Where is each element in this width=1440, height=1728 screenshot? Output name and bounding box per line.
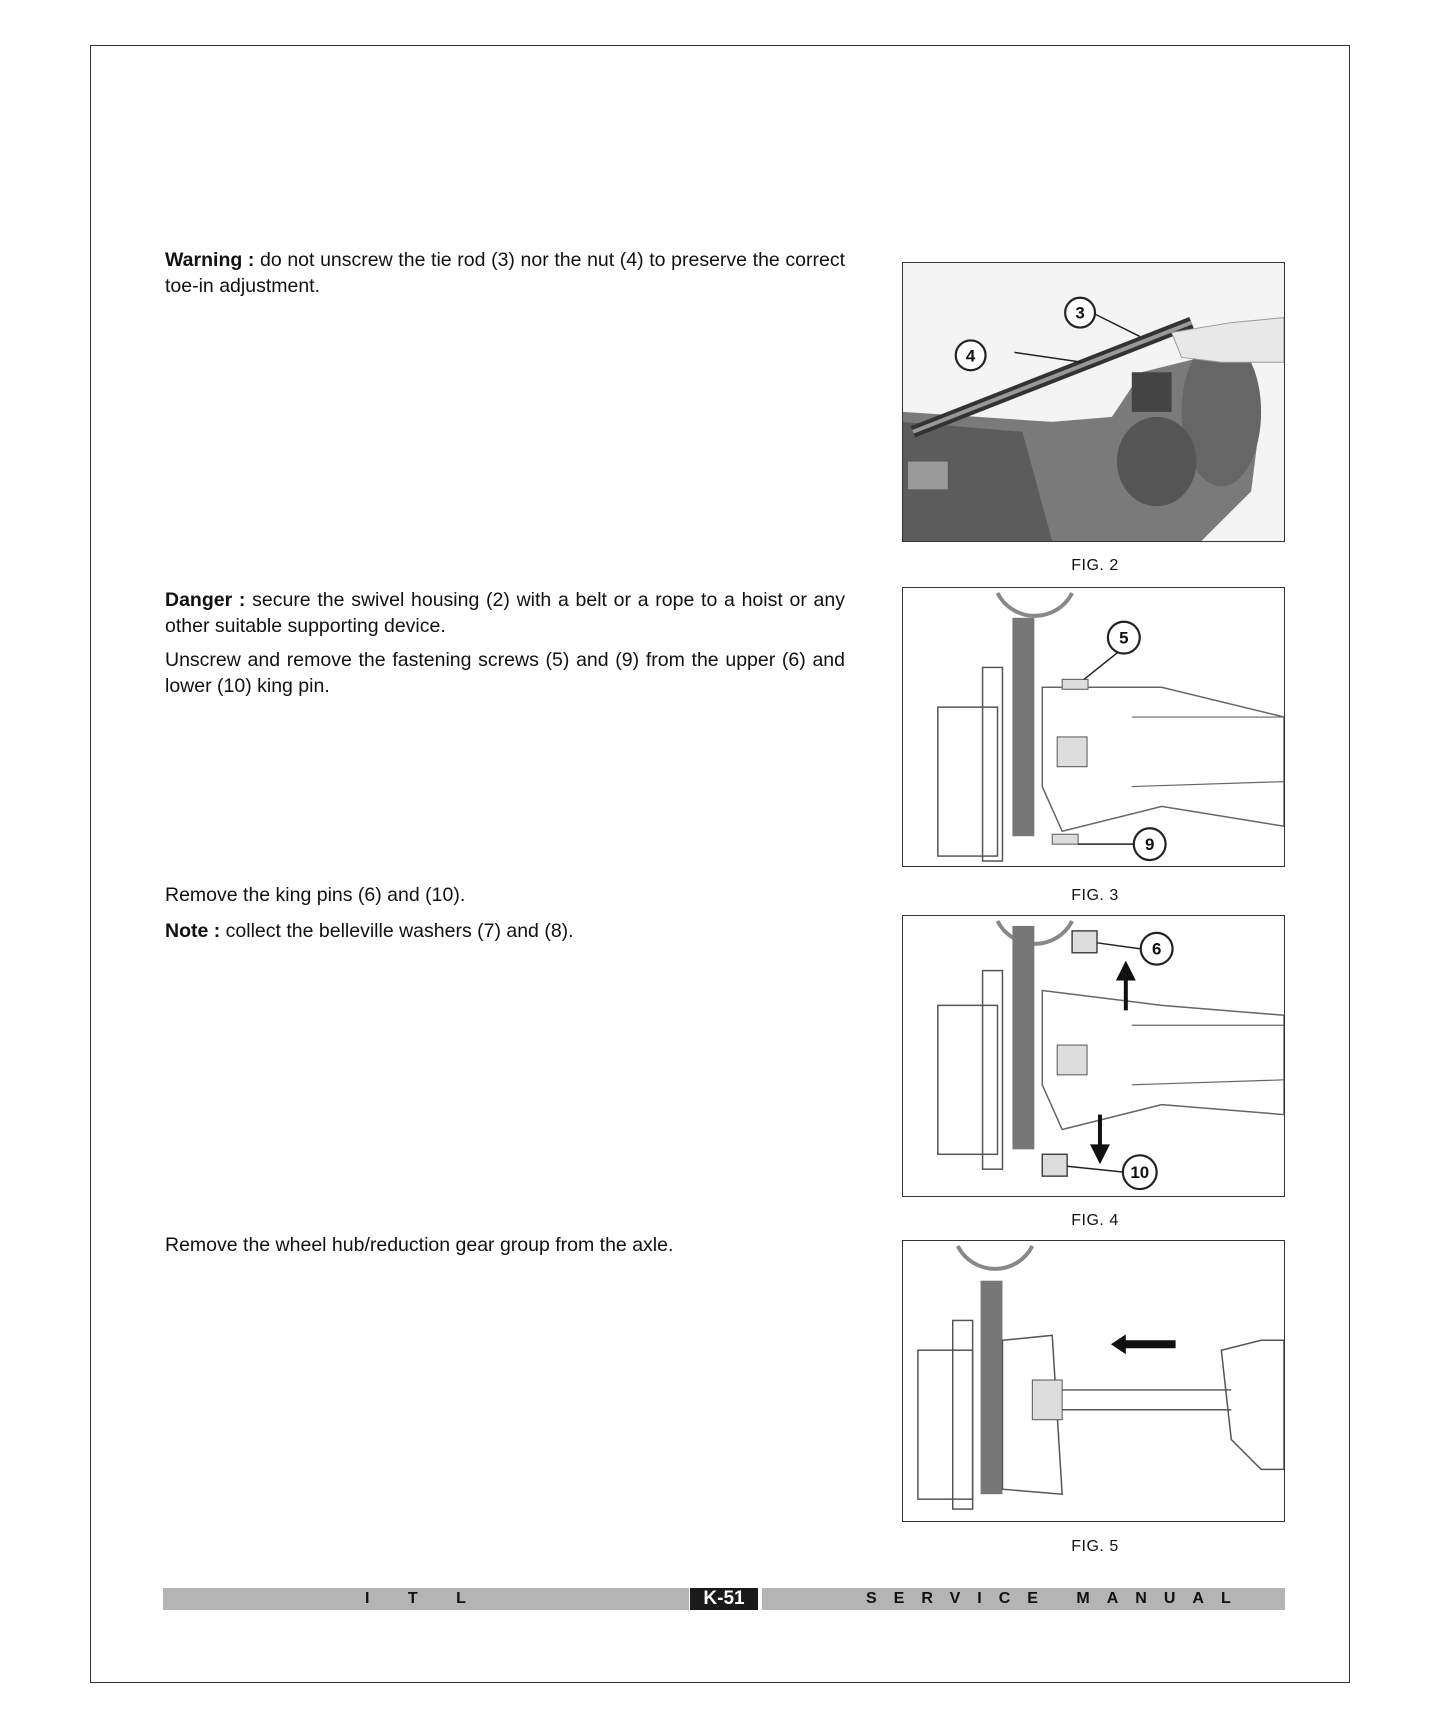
figure-4-image (902, 915, 1285, 1197)
note-text: collect the belleville washers (7) and (8). (220, 920, 574, 942)
callout-3 (1065, 298, 1095, 328)
danger-label: Danger : (165, 589, 246, 611)
remove-hub-paragraph: Remove the wheel hub/reduction gear group from the axle. (165, 1234, 674, 1256)
callout-4 (956, 340, 986, 370)
svg-text:3: 3 (1075, 303, 1085, 323)
figure-2-caption: FIG. 2 (1071, 557, 1119, 574)
figure-5-caption: FIG. 5 (1071, 1538, 1119, 1555)
callout-6 (1141, 933, 1173, 965)
svg-text:6: 6 (1151, 939, 1162, 959)
callout-10 (1123, 1155, 1157, 1189)
danger-text: secure the swivel housing (2) with a belt or a rope to a hoist or any other suitable supporting device. (165, 589, 845, 637)
warning-paragraph (165, 247, 845, 299)
unscrew-paragraph: Unscrew and remove the fastening screws (5) and (9) from the upper (6) and lower (10) king pin. (165, 649, 845, 697)
footer-page-number: K-51 (690, 1588, 758, 1610)
warning-text: do not unscrew the tie rod (3) nor the nut (4) to preserve the correct toe-in adjustment. (165, 249, 845, 297)
footer-service-manual: SERVICE MANUAL (866, 1590, 1248, 1607)
warning-label: Warning : (165, 249, 255, 271)
figure-5-image (902, 1240, 1285, 1522)
note-label: Note : (165, 920, 221, 942)
svg-text:10: 10 (1130, 1163, 1150, 1183)
note-paragraph (165, 918, 845, 944)
figure-4-caption: FIG. 4 (1071, 1212, 1119, 1229)
figure-3-caption: FIG. 3 (1071, 887, 1119, 904)
svg-text:5: 5 (1119, 628, 1129, 648)
svg-text:4: 4 (965, 346, 976, 366)
figure-3-image (902, 587, 1285, 867)
danger-paragraph (165, 587, 845, 639)
callout-5 (1108, 622, 1140, 654)
figure-2-image (902, 262, 1285, 542)
svg-text:9: 9 (1145, 835, 1155, 855)
callout-9 (1134, 828, 1166, 860)
footer-company: I T L (365, 1590, 483, 1607)
remove-kingpins-paragraph: Remove the king pins (6) and (10). (165, 884, 466, 906)
